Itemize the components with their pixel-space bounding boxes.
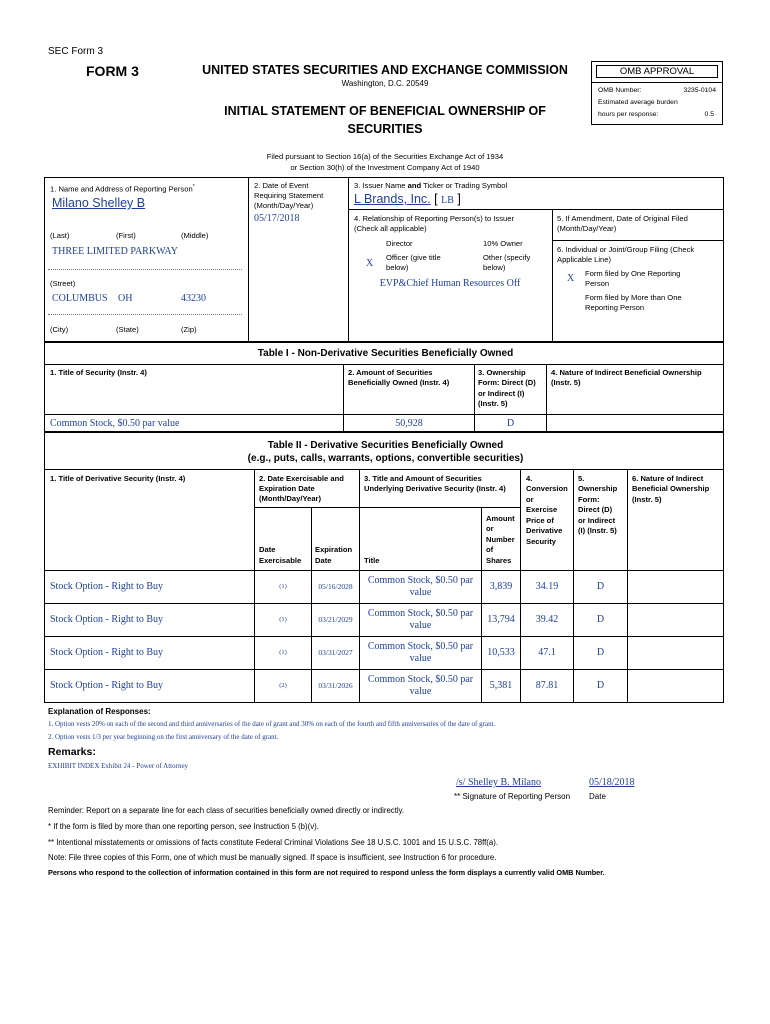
t2-col6-header-1: Beneficial Ownership (632, 484, 710, 493)
divider (44, 570, 724, 571)
filed-pursuant-1: Filed pursuant to Section 16(a) of the Securities Exchange Act of 1934 (266, 152, 504, 161)
t2-row-underlying-1: Common Stock, $0.50 par (367, 608, 474, 619)
filing-option-2a: Form filed by More than One (585, 293, 682, 302)
t1-col3-header-4: (Instr. 5) (478, 399, 508, 408)
t2-col6-header-2: (Instr. 5) (632, 495, 662, 504)
omb-notice: Persons who respond to the collection of information contained in this form are not required to respond unless the form displays a currently valid OMB Number. (48, 868, 605, 877)
t2-row-underlying-1: Common Stock, $0.50 par (367, 674, 474, 685)
divider (627, 469, 628, 703)
middle-label: (Middle) (181, 231, 209, 240)
zip-label: (Zip) (181, 325, 197, 334)
remarks-title: Remarks: (48, 746, 96, 758)
t1-col3-header-3: or Indirect (I) (478, 389, 525, 398)
t2-row-underlying-2: value (409, 620, 432, 631)
t2-row-expiration: 05/16/2028 (318, 582, 353, 591)
omb-hours-value: 0.5 (704, 111, 714, 118)
t2-row-underlying-2: value (409, 587, 432, 598)
bracket: [ (434, 192, 438, 206)
divider (44, 469, 724, 470)
t2-row-form: D (596, 614, 605, 625)
t2-col4-header-2: or (526, 495, 534, 504)
t2-row-exercisable: (2) (279, 682, 287, 689)
t2-col2-header-1: 2. Date Exercisable and (259, 474, 344, 483)
officer-checkmark: X (366, 258, 374, 269)
t2-sub-exp-2: Date (315, 556, 332, 565)
street-value: THREE LIMITED PARKWAY (52, 246, 178, 257)
box5-label-1: 5. If Amendment, Date of Original Filed (557, 214, 688, 223)
issuer-name-link[interactable]: L Brands, Inc. (354, 192, 431, 206)
divider (359, 469, 360, 703)
t2-row-underlying-2: value (409, 653, 432, 664)
street-label: (Street) (50, 279, 76, 288)
divider (248, 177, 249, 342)
issuer-line (354, 192, 461, 206)
t1-col2-header-2: Beneficially Owned (Instr. 4) (348, 378, 450, 387)
t2-row-title: Stock Option - Right to Buy (50, 647, 164, 658)
t2-col6-header-0: 6. Nature of Indirect (632, 474, 704, 483)
officer-option-1: Officer (give title (386, 253, 441, 262)
t1-col4-header-1: 4. Nature of Indirect Beneficial Ownership (551, 368, 702, 377)
t2-row-shares: 3,839 (489, 581, 513, 592)
divider (254, 507, 520, 508)
statement-title-2: SECURITIES (347, 122, 423, 136)
officer-option-2: below) (386, 263, 409, 272)
omb-number-value: 3235-0104 (683, 87, 716, 94)
t2-row-title: Stock Option - Right to Buy (50, 581, 164, 592)
box2-label-1: 2. Date of Event (254, 181, 309, 190)
divider (348, 177, 349, 342)
t2-sub-amount-3: of (486, 545, 494, 554)
t2-col5-header-4: or Indirect (578, 516, 616, 525)
ticker-symbol: LB (441, 195, 454, 206)
t2-col3-header-2: Underlying Derivative Security (Instr. 4) (364, 484, 506, 493)
t2-row-exercisable: (1) (279, 649, 287, 656)
table2-title-1: Table II - Derivative Securities Beneficially Owned (267, 440, 504, 451)
box2-label-2: Requiring Statement (254, 191, 324, 200)
officer-title-value: EVP&Chief Human Resources Off (379, 278, 521, 289)
filed-pursuant-2: or Section 30(h) of the Investment Company Act of 1940 (290, 163, 480, 172)
t2-col5-header-5: (I) (Instr. 5) (578, 526, 617, 535)
signature-label: ** Signature of Reporting Person (454, 792, 571, 801)
box6-label-1: 6. Individual or Joint/Group Filing (Check (557, 245, 695, 254)
statement-title-1: INITIAL STATEMENT OF BENEFICIAL OWNERSHIP OF (224, 104, 546, 118)
filing-option-1a: Form filed by One Reporting (585, 269, 681, 278)
t2-col4-header-0: 4. (526, 474, 533, 483)
omb-divider (592, 82, 722, 83)
box5-label-2: (Month/Day/Year) (557, 224, 617, 233)
box2-label-3: (Month/Day/Year) (254, 201, 314, 210)
t2-col2-header-2: Expiration Date (259, 484, 315, 493)
t2-sub-date-2: Exercisable (259, 556, 302, 565)
t2-row-title: Stock Option - Right to Buy (50, 680, 164, 691)
t2-row-title: Stock Option - Right to Buy (50, 614, 164, 625)
divider (44, 414, 724, 415)
t2-row-price: 47.1 (538, 647, 556, 658)
explanation-2: 2. Option vests 1/3 per year beginning on the first anniversary of the date of grant. (48, 733, 279, 741)
omb-hours-label: hours per response: (598, 111, 659, 118)
t2-sub-title: Title (364, 556, 380, 565)
row-divider (44, 636, 724, 637)
state-value: OH (118, 293, 133, 304)
t2-col5-header-3: Direct (D) (578, 505, 613, 514)
box1-label: 1. Name and Address of Reporting Person* (50, 184, 195, 194)
box4-label-2: (Check all applicable) (354, 224, 427, 233)
other-option-2: below) (483, 263, 506, 272)
t1-col1-header: 1. Title of Security (Instr. 4) (50, 368, 147, 377)
director-option: Director (386, 239, 413, 248)
t2-row-expiration: 03/21/2029 (318, 615, 353, 624)
t2-row-exercisable: (1) (279, 583, 287, 590)
t2-sub-amount-1: or (486, 524, 494, 533)
row-divider (44, 669, 724, 670)
filing-checkmark: X (567, 273, 575, 284)
omb-approval-title: OMB APPROVAL (596, 65, 718, 78)
box6-label-2: Applicable Line) (557, 255, 612, 264)
divider (348, 209, 724, 210)
t2-sub-exp-1: Expiration (315, 545, 353, 554)
filing-option-1b: Person (585, 279, 610, 288)
t2-sub-date-1: Date (259, 545, 276, 554)
bracket: ] (457, 192, 461, 206)
explanation-title: Explanation of Responses: (48, 707, 151, 716)
t2-row-underlying-2: value (409, 686, 432, 697)
signature: /s/ Shelley B. Milano (456, 777, 541, 788)
divider (546, 364, 547, 432)
t2-col4-header-4: Price of (526, 516, 554, 525)
t2-row-shares: 5,381 (489, 680, 513, 691)
t1-col4-header-2: (Instr. 5) (551, 378, 581, 387)
commission-title: UNITED STATES SECURITIES AND EXCHANGE COMMISSION (202, 63, 568, 77)
last-label: (Last) (50, 231, 70, 240)
t2-row-expiration: 03/31/2027 (318, 648, 353, 657)
t2-row-price: 87.81 (535, 680, 559, 691)
remarks-text: EXHIBIT INDEX Exhibit 24 - Power of Attorney (48, 762, 189, 770)
t2-row-form: D (596, 680, 605, 691)
t2-row-shares: 13,794 (487, 614, 515, 625)
t2-col2-header-3: (Month/Day/Year) (259, 494, 322, 503)
t2-row-expiration: 03/31/2026 (318, 681, 353, 690)
date-label: Date (589, 792, 606, 801)
note-copies: Note: File three copies of this Form, one of which must be manually signed. If space is insufficient, see Instruction 6 for procedure. (48, 853, 497, 862)
filing-option-2b: Reporting Person (585, 303, 645, 312)
sec-form-label: SEC Form 3 (48, 46, 104, 57)
reporting-person-name[interactable]: Milano Shelley B (52, 196, 146, 210)
t2-sub-amount-0: Amount (486, 514, 515, 523)
note-multiple-filers: * If the form is filed by more than one reporting person, see Instruction 5 (b)(v). (48, 822, 319, 831)
note-misstatements: ** Intentional misstatements or omissions of facts constitute Federal Criminal Violations See 18 U.S.C. 1001 and 15 U.S.C. 78ff(a). (48, 838, 498, 847)
t2-row-underlying-1: Common Stock, $0.50 par (367, 641, 474, 652)
box3-label: 3. Issuer Name and Ticker or Trading Symbol (354, 181, 508, 190)
t1-row-form: D (506, 418, 515, 429)
t2-row-shares: 10,533 (487, 647, 515, 658)
city-underline (48, 314, 242, 315)
first-label: (First) (116, 231, 136, 240)
t2-row-form: D (596, 647, 605, 658)
t2-row-underlying-1: Common Stock, $0.50 par (367, 575, 474, 586)
t2-sub-amount-4: Shares (486, 556, 512, 565)
omb-number-label: OMB Number: (598, 87, 642, 94)
t1-col3-header-2: Form: Direct (D) (478, 378, 536, 387)
t2-col4-header-1: Conversion (526, 484, 568, 493)
washington-line: Washington, D.C. 20549 (341, 79, 429, 88)
city-value: COLUMBUS (52, 293, 108, 304)
divider (311, 507, 312, 703)
divider (481, 507, 482, 703)
omb-approval-box (591, 61, 723, 125)
t1-col3-header-1: 3. Ownership (478, 368, 526, 377)
ten-percent-option: 10% Owner (483, 239, 523, 248)
t2-row-form: D (596, 581, 605, 592)
t2-col5-header-0: 5. (578, 474, 585, 483)
divider (552, 209, 553, 342)
explanation-1: 1. Option vests 20% on each of the second and third anniversaries of the date of grant and 30% on each of the fourth and fifth anniversaries of the date of grant. (48, 720, 496, 728)
form-number: FORM 3 (86, 63, 139, 79)
t2-col4-header-6: Security (526, 537, 556, 546)
signature-date: 05/18/2018 (589, 777, 635, 788)
t2-col4-header-5: Derivative (526, 526, 563, 535)
t1-row-title: Common Stock, $0.50 par value (50, 418, 180, 429)
t2-col4-header-3: Exercise (526, 505, 558, 514)
t2-row-price: 39.42 (535, 614, 559, 625)
omb-burden-label: Estimated average burden (598, 99, 678, 106)
divider (552, 240, 724, 241)
zip-value: 43230 (181, 293, 206, 304)
t1-row-amount: 50,928 (395, 418, 423, 429)
reminder-text: Reminder: Report on a separate line for each class of securities beneficially owned directly or indirectly. (48, 806, 405, 815)
table1-title: Table I - Non-Derivative Securities Beneficially Owned (257, 348, 514, 359)
street-underline (48, 269, 242, 270)
city-label: (City) (50, 325, 69, 334)
t2-col5-header-1: Ownership (578, 484, 618, 493)
row-divider (44, 603, 724, 604)
t1-col2-header-1: 2. Amount of Securities (348, 368, 433, 377)
t2-row-exercisable: (1) (279, 616, 287, 623)
divider (44, 364, 724, 365)
t2-sub-amount-2: Number (486, 535, 515, 544)
t2-col1-header: 1. Title of Derivative Security (Instr. 4) (50, 474, 186, 483)
other-option-1: Other (specify (483, 253, 531, 262)
event-date-value: 05/17/2018 (254, 213, 300, 224)
t2-col3-header-1: 3. Title and Amount of Securities (364, 474, 482, 483)
t2-col5-header-2: Form: (578, 495, 600, 504)
box4-label-1: 4. Relationship of Reporting Person(s) to Issuer (354, 214, 514, 223)
t2-row-price: 34.19 (535, 581, 559, 592)
table2-title-2: (e.g., puts, calls, warrants, options, convertible securities) (247, 453, 524, 464)
state-label: (State) (116, 325, 139, 334)
